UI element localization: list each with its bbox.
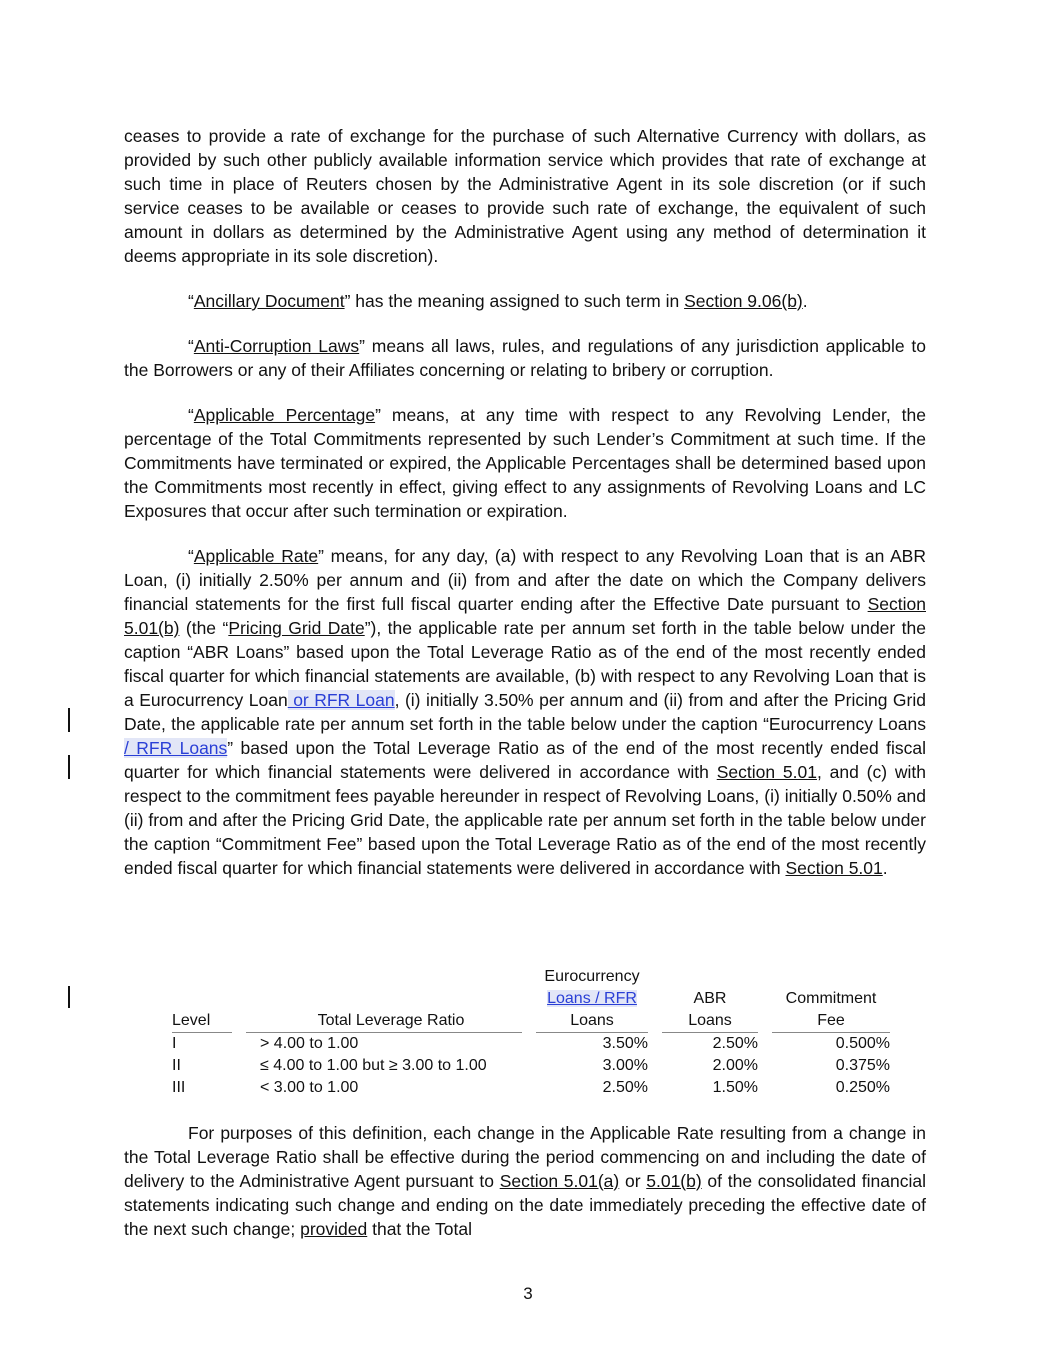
column-header-commitment-fee [772,966,890,1033]
section-reference: 5.01(b) [646,1171,702,1191]
tracked-insertion: / RFR Loans [124,738,228,758]
definition-text: , and (c) with respect to the commitment fees payable hereunder in respect of Revolving Loans, (i) initially 0.50% and (ii) from and after the Pricing Grid Date, the applicable rate per annum set forth in the table below under the caption “Commitment Fee” based upon the Total Leverage Ratio as of the end of the most recently ended fiscal quarter for which financial statements were delivered in accordance with [124,762,926,878]
table-row [172,1077,890,1099]
paragraph-exchange: ceases to provide a rate of exchange for the purchase of such Alternative Currency with dollars, as provided by such other publicly available information service which provides that rate of exchange at such time in place of Reuters chosen by the Administrative Agent in its sole discretion (or if such service ceases to be available or ceases to provide such rate of exchange, the equivalent of such amount in dollars as determined by the Administrative Agent using any method of determination it deems appropriate in its sole discretion). [124,126,926,266]
document-body-lower [124,1121,926,1262]
header-label: ABR [693,990,727,1007]
document-body [124,124,926,901]
cell-ratio: ≤ 4.00 to 1.00 but ≥ 3.00 to 1.00 [260,1057,487,1074]
cell-ratio: < 3.00 to 1.00 [260,1079,359,1096]
header-label: Loans [570,1012,614,1029]
cell-abr: 2.50% [712,1035,758,1052]
definition-text: (the “ [179,618,229,638]
cell-eurocurrency: 3.50% [602,1035,648,1052]
header-label: Total Leverage Ratio [317,1012,465,1029]
cell-eurocurrency: 2.50% [602,1079,648,1096]
cell-eurocurrency: 3.00% [602,1057,648,1074]
column-header-eurocurrency [536,966,648,1033]
header-label: Level [172,1012,211,1029]
defined-term: Anti-Corruption Laws [193,336,360,356]
cell-abr: 2.00% [712,1057,758,1074]
cell-commitment-fee: 0.375% [835,1057,890,1074]
paragraph-text: that the Total [367,1219,472,1239]
open-quote: “ [188,336,194,356]
section-reference: Section 5.01(a) [499,1171,620,1191]
defined-term: Pricing Grid Date [228,618,365,638]
open-quote: “ [188,291,194,311]
column-header-level [172,966,232,1033]
definition-text: , (i) initially 3.50% per annum and (ii) from and after the Pricing Grid Date, the applicable rate per annum set forth in the table below under the caption “Eurocurrency Loans [124,690,926,734]
definition-text: ” has the meaning assigned to such term in [344,291,685,311]
definition-text: ” means all laws, rules, and regulations of any jurisdiction applicable to the Borrowers or any of their Affiliates concerning or relating to bribery or corruption. [124,336,926,380]
header-label: Eurocurrency [544,968,640,985]
open-quote: “ [188,405,194,425]
definition-text: ” means, at any time with respect to any Revolving Lender, the percentage of the Total Commitments represented by such Lender’s Commitment at such time. If the Commitments have terminated or expired, the Applicable Percentages shall be determined based upon the Commitments most recently in effect, giving effect to any assignments of Revolving Loans and LC Exposures that occur after such termination or expiration. [124,405,927,521]
section-reference: Section 9.06(b) [684,291,803,311]
definition-text: ” means, for any day, (a) with respect to any Revolving Loan that is an ABR Loan, (i) initially 2.50% per annum and (ii) from and after the date on which the Company delivers financial statements for the first full fiscal quarter ending after the Effective Date pursuant to [124,546,926,614]
definition-applicable-rate [124,544,926,880]
open-quote: “ [188,546,194,566]
change-bar [68,755,70,779]
defined-term: Applicable Percentage [193,405,376,425]
table-header-row [172,966,890,1033]
cell-level: III [172,1079,186,1096]
cell-commitment-fee: 0.500% [835,1035,890,1052]
cell-commitment-fee: 0.250% [835,1079,890,1096]
paragraph-text: or [619,1171,647,1191]
section-reference: Section 5.01(b) [124,594,926,638]
defined-term: Applicable Rate [193,546,319,566]
change-bar [68,986,70,1008]
paragraph-text: of the consolidated financial statements indicating such change and ending on the date immediately preceding the effective date of the next such change; [124,1171,926,1239]
definition-text: . [882,858,888,878]
definition-text: ” based upon the Total Leverage Ratio as of the end of the most recently ended fiscal quarter for which financial statements were delivered in accordance with [124,738,927,782]
tracked-insertion: Loans / RFR [547,990,637,1007]
section-reference: Section 5.01 [785,858,883,878]
table-row [172,1033,890,1056]
section-reference: Section 5.01 [716,762,817,782]
change-bar [68,708,70,732]
page-number: 3 [523,1284,533,1303]
tracked-insertion: or RFR Loan [287,690,395,710]
paragraph-purposes [124,1121,926,1241]
cell-level: II [172,1057,181,1074]
definition-text: ”), the applicable rate per annum set forth in the table below under the caption “ABR Loans” based upon the Total Leverage Ratio as of the end of the most recently ended fiscal quarter for which financial statements are available, (b) with respect to any Revolving Loan that is a Eurocurrency Loan [124,618,926,710]
pricing-grid-table [172,966,890,1099]
definition-applicable-percentage [124,403,926,523]
header-label: Loans [688,1012,732,1029]
cell-ratio: > 4.00 to 1.00 [260,1035,359,1052]
column-header-abr [662,966,758,1033]
column-header-total-leverage-ratio [246,966,522,1033]
defined-term: provided [300,1219,368,1239]
table-row [172,1055,890,1077]
paragraph-text: For purposes of this definition, each change in the Applicable Rate resulting from a change in the Total Leverage Ratio shall be effective during the period commencing on and including the date of delivery to the Administrative Agent pursuant to [124,1123,926,1191]
cell-level: I [172,1035,177,1052]
header-label: Commitment [785,990,877,1007]
definition-text: . [802,291,808,311]
definition-ancillary-document [124,289,926,313]
header-label: Fee [817,1012,845,1029]
cell-abr: 1.50% [712,1079,758,1096]
defined-term: Ancillary Document [193,291,345,311]
definition-anti-corruption-laws [124,334,926,382]
